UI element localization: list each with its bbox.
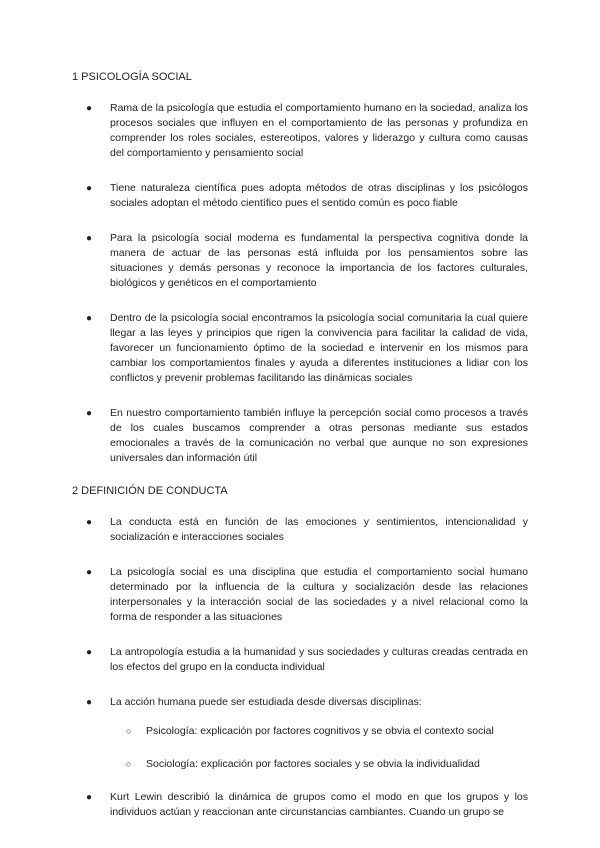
list-item — [72, 515, 528, 545]
list-item — [72, 695, 528, 772]
section1-bullet-list — [72, 101, 528, 466]
bullet-icon: ● — [86, 697, 93, 708]
list-item-text: Tiene naturaleza científica pues adopta métodos de otras disciplinas y los psicólogos sociales adoptan el método científico pues el sentido común es poco fiable — [110, 182, 528, 209]
list-item — [72, 645, 528, 675]
list-item — [72, 311, 528, 386]
bullet-icon: ● — [86, 103, 93, 114]
list-item — [72, 790, 528, 820]
list-item-text: Para la psicología social moderna es fundamental la perspectiva cognitiva donde la manera de actuar de las personas está influida por los pensamientos sobre las situaciones y demás personas y reconoce la importancia de los factores culturales, biológicos y genéticos en el comportamiento — [110, 232, 528, 289]
list-item — [72, 565, 528, 625]
bullet-icon: ● — [86, 647, 93, 658]
list-item-text: Kurt Lewin describió la dinámica de grupos como el modo en que los grupos y los individuos actúan y reaccionan ante circunstancias cambiantes. Cuando un grupo se — [110, 791, 528, 818]
list-item-text: La acción humana puede ser estudiada desde diversas disciplinas: — [110, 696, 422, 708]
sub-bullet-icon: ○ — [126, 759, 132, 769]
list-item — [72, 101, 528, 161]
list-item-text: La antropología estudia a la humanidad y sus sociedades y culturas creadas centrada en los efectos del grupo en la conducta individual — [110, 646, 528, 673]
bullet-icon: ● — [86, 313, 93, 324]
bullet-icon: ● — [86, 792, 93, 803]
sub-list-item — [108, 757, 528, 772]
list-item-text: Rama de la psicología que estudia el comportamiento humano en la sociedad, analiza los procesos sociales que influyen en el comportamiento de las personas y profundiza en comprender los roles sociales, estereotipos, valores y liderazgo y cultura como causas del comportamiento y pensamiento social — [110, 102, 528, 159]
list-item — [72, 406, 528, 466]
bullet-icon: ● — [86, 517, 93, 528]
sub-list-item-text: Sociología: explicación por factores sociales y se obvia la individualidad — [146, 758, 480, 770]
section-heading-psicologia-social: 1 PSICOLOGÍA SOCIAL — [72, 71, 192, 83]
bullet-icon: ● — [86, 183, 93, 194]
sub-bullet-list — [110, 724, 528, 772]
list-item-text: La psicología social es una disciplina que estudia el comportamiento social humano determinado por la influencia de la cultura y socialización desde las relaciones interpersonales y la interacción social de las sociedades y a nivel relacional como la forma de responder a las situaciones — [110, 566, 528, 623]
sub-list-item — [108, 724, 528, 739]
bullet-icon: ● — [86, 567, 93, 578]
sub-bullet-icon: ○ — [126, 726, 132, 736]
sub-list-item-text: Psicología: explicación por factores cognitivos y se obvia el contexto social — [146, 725, 494, 737]
bullet-icon: ● — [86, 408, 93, 419]
list-item-text: En nuestro comportamiento también influye la percepción social como procesos a través de los cuales buscamos comprender a otras personas mediante sus estados emocionales a través de la comunicación no verbal que aunque no son expresiones universales dan información útil — [110, 407, 528, 464]
list-item — [72, 181, 528, 211]
section2-bullet-list — [72, 515, 528, 820]
section-heading-definicion-conducta: 2 DEFINICIÓN DE CONDUCTA — [72, 485, 228, 497]
list-item-text: Dentro de la psicología social encontramos la psicología social comunitaria la cual quiere llegar a las leyes y principios que rigen la convivencia para facilitar la calidad de vida, favorecer un funcionamiento óptimo de la sociedad e intervenir en los mismos para cambiar los comportamientos finales y ayuda a diferentes instituciones a lidiar con los conflictos y prevenir problemas facilitando las dinámicas sociales — [110, 312, 528, 384]
list-item — [72, 231, 528, 291]
bullet-icon: ● — [86, 233, 93, 244]
list-item-text: La conducta está en función de las emociones y sentimientos, intencionalidad y socialización e interacciones sociales — [110, 516, 528, 543]
